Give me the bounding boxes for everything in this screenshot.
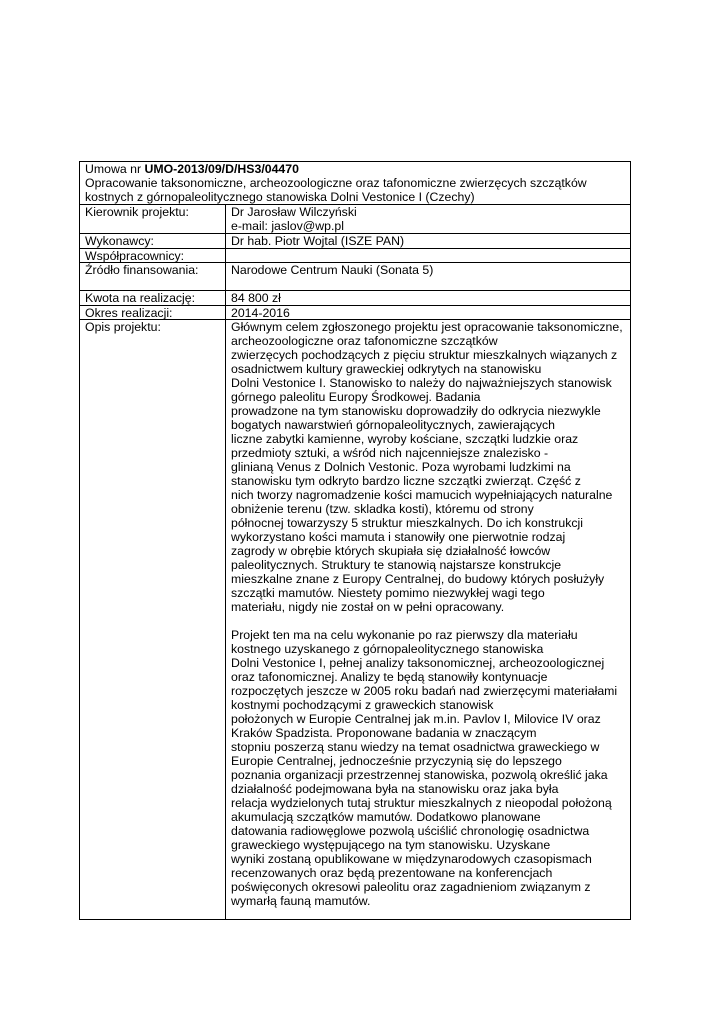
manager-email: e-mail: jaslov@wp.pl — [231, 219, 344, 233]
paragraph-2-line: datowania radiowęglowe pozwolą uściślić chronologię osadnictwa — [231, 824, 590, 838]
period-row — [80, 306, 630, 320]
column-divider — [225, 205, 226, 919]
paragraph-1-line: paleolitycznych. Struktury te stanowią najstarsze konstrukcje — [231, 558, 562, 572]
funding-row — [80, 263, 630, 291]
paragraph-2-line: kostnymi pochodzącymi z graweckich stanowisk — [231, 698, 494, 712]
contract-line — [85, 162, 625, 176]
paragraph-2-line: akumulacją szczątków mamutów. Dodatkowo planowane — [231, 810, 541, 824]
paragraph-1-line: archeozoologiczne oraz tafonomiczne szczątków — [231, 334, 498, 348]
paragraph-2-line: oraz tafonomicznej. Analizy te będą stanowiły kontynuacje — [231, 670, 548, 684]
paragraph-1-line: przedmioty sztuki, a wśród nich najcenniejsze znalezisko - — [231, 446, 549, 460]
collaborators-row — [80, 249, 630, 263]
paragraph-2-line: kostnego uzyskanego z górnopaleolitycznego stanowiska — [231, 642, 544, 656]
funding-value: Narodowe Centrum Nauki (Sonata 5) — [231, 263, 434, 277]
paragraph-1-line: stanowisku tym odkryto bardzo liczne szczątki zwierząt. Część z — [231, 474, 581, 488]
paragraph-1-line: glinianą Venus z Dolnich Vestonic. Poza wyrobami ludzkimi na — [231, 460, 571, 474]
paragraph-2-line: relacja wydzielonych tutaj struktur mieszkalnych z nieopodal położoną — [231, 796, 612, 810]
paragraph-1-line: zagrody w obrębie których skupiała się działalność łowców — [231, 544, 551, 558]
project-info-table — [79, 161, 631, 920]
amount-value: 84 800 zł — [231, 291, 281, 305]
paragraph-2-line: wyniki zostaną opublikowane w międzynarodowych czasopismach — [231, 852, 592, 866]
contractors-value: Dr hab. Piotr Wojtal (ISZE PAN) — [231, 234, 405, 248]
paragraph-2-line: poznania organizacji przestrzennej stanowiska, pozwolą określić jaka — [231, 768, 608, 782]
paragraph-1-line: obniżenie terenu (tzw. skladka kosti), któremu od strony — [231, 502, 534, 516]
paragraph-2-line: recenzowanych oraz będą prezentowane na konferencjach — [231, 866, 553, 880]
manager-name: Dr Jarosław Wilczyński — [231, 205, 357, 219]
amount-label: Kwota na realizację: — [85, 291, 196, 305]
paragraph-2-line: graweckiego występującego na tym stanowisku. Uzyskane — [231, 838, 551, 852]
description-paragraph-1 — [231, 320, 629, 614]
project-title-line-2: kostnych z górnopaleolitycznego stanowiska Dolni Vestonice I (Czechy) — [85, 190, 475, 204]
paragraph-1-line: bogatych nawarstwień górnopaleolitycznych, zawierających — [231, 418, 555, 432]
funding-label: Źródło finansowania: — [85, 263, 199, 277]
description-paragraph-2 — [231, 628, 629, 908]
paragraph-2-line: stopniu poszerzą stanu wiedzy na temat osadnictwa graweckiego w — [231, 740, 600, 754]
contract-label: Umowa nr — [85, 162, 145, 176]
period-label: Okres realizacji: — [85, 306, 173, 320]
header-row — [80, 162, 630, 205]
contractors-label: Wykonawcy: — [85, 234, 154, 248]
period-value: 2014-2016 — [231, 306, 290, 320]
paragraph-1-line: wykorzystano kości mamuta i stanowiły one pierwotnie rodzaj — [231, 530, 566, 544]
paragraph-2-line: działalność podejmowana była na stanowisku oraz jaka była — [231, 782, 559, 796]
paragraph-1-line: szczątki mamutów. Niestety pomimo niezwykłej wagi tego — [231, 586, 545, 600]
paragraph-1-line: osadnictwem kultury graweckiej odkrytych na stanowisku — [231, 362, 542, 376]
paragraph-2-line: położonych w Europie Centralnej jak m.in. Pavlov I, Milovice IV oraz — [231, 712, 601, 726]
paragraph-1-line: Dolni Vestonice I. Stanowisko to należy do najważniejszych stanowisk — [231, 376, 612, 390]
description-label: Opis projektu: — [85, 320, 161, 334]
collaborators-label: Współpracownicy: — [85, 249, 185, 263]
paragraph-2-line: Kraków Spadzista. Proponowane badania w znaczącym — [231, 726, 537, 740]
paragraph-1-line: nich tworzy nagromadzenie kości mamucich wypełniających naturalne — [231, 488, 613, 502]
paragraph-1-line: prowadzone na tym stanowisku doprowadziły do odkrycia niezwykle — [231, 404, 601, 418]
manager-label: Kierownik projektu: — [85, 205, 189, 219]
description-value — [231, 320, 629, 908]
paragraph-2-line: wymarłą fauną mamutów. — [231, 894, 371, 908]
header-cell — [85, 162, 625, 204]
description-row — [80, 320, 630, 919]
paragraph-2-line: Dolni Vestonice I, pełnej analizy taksonomicznej, archeozoologicznej — [231, 656, 605, 670]
paragraph-1-line: zwierzęcych pochodzących z pięciu struktur mieszkalnych wiązanych z — [231, 348, 618, 362]
paragraph-1-line: północnej towarzyszy 5 struktur mieszkalnych. Do ich konstrukcji — [231, 516, 583, 530]
paragraph-2-line: Europie Centralnej, jednocześnie przyczynią się do lepszego — [231, 754, 562, 768]
manager-row — [80, 205, 630, 234]
paragraph-2-line: rozpoczętych jeszcze w 2005 roku badań nad zwierzęcymi materiałami — [231, 684, 618, 698]
paragraph-1-line: Głównym celem zgłoszonego projektu jest opracowanie taksonomiczne, — [231, 320, 623, 334]
manager-value — [231, 205, 629, 233]
paragraph-1-line: materiału, nigdy nie został on w pełni opracowany. — [231, 600, 505, 614]
contractors-row — [80, 234, 630, 249]
paragraph-spacer — [231, 614, 629, 628]
paragraph-2-line: Projekt ten ma na celu wykonanie po raz pierwszy dla materiału — [231, 628, 578, 642]
paragraph-1-line: górnego paleolitu Europy Środkowej. Badania — [231, 390, 481, 404]
contract-number: UMO-2013/09/D/HS3/04470 — [144, 162, 299, 176]
paragraph-1-line: liczne zabytki kamienne, wyroby kościane, szczątki ludzkie oraz — [231, 432, 579, 446]
paragraph-2-line: poświęconych okresowi paleolitu oraz zagadnieniom związanym z — [231, 880, 591, 894]
project-title-line-1: Opracowanie taksonomiczne, archeozoologiczne oraz tafonomiczne zwierzęcych szczątków — [85, 176, 587, 190]
amount-row — [80, 291, 630, 306]
paragraph-1-line: mieszkalne znane z Europy Centralnej, do budowy których posłużyły — [231, 572, 605, 586]
